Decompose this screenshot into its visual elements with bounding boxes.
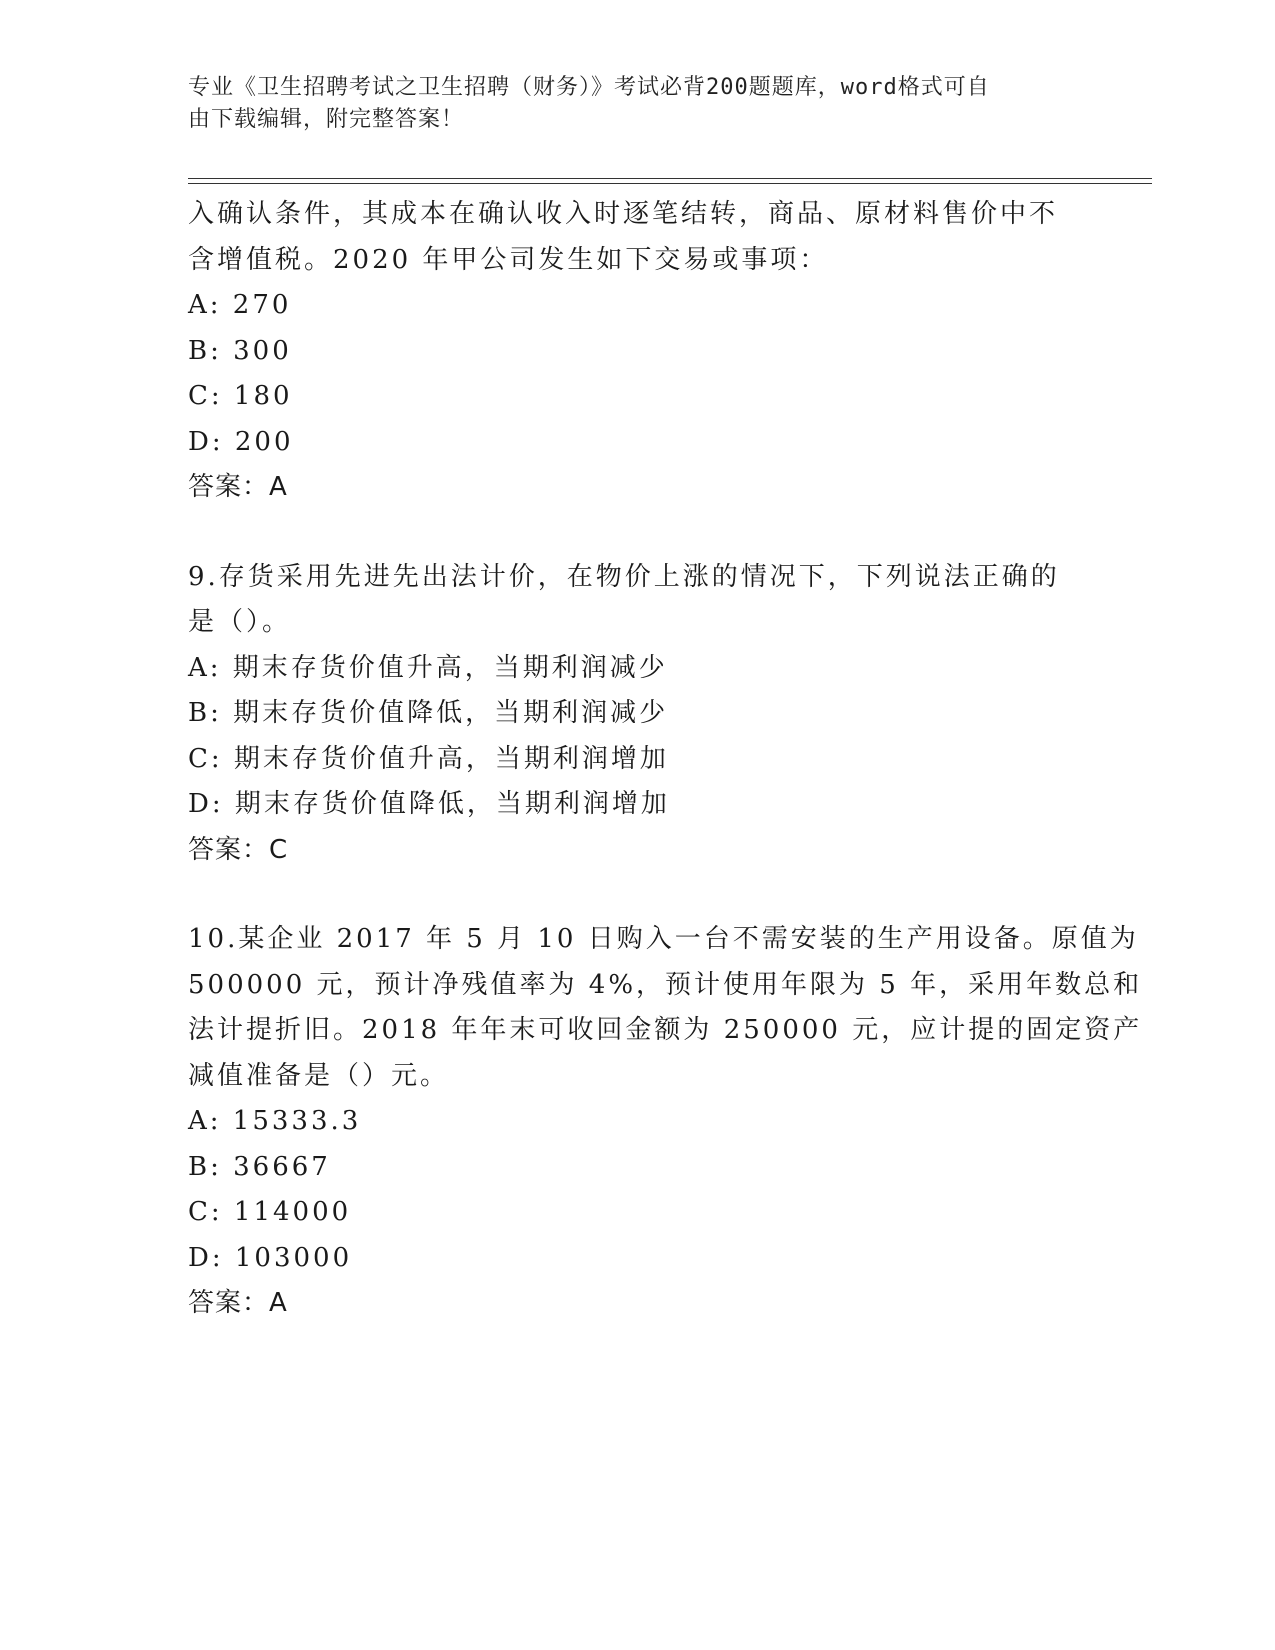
question-8 <box>188 192 1088 511</box>
header-line-1: 专业《卫生招聘考试之卫生招聘（财务）》考试必背200题题库，word格式可自 <box>188 75 990 100</box>
option-c: C: 114000 <box>188 1197 352 1227</box>
option-c: C: 180 <box>188 381 293 411</box>
answer-line: 答案：A <box>188 472 288 502</box>
question-stem-line: 10.某企业 2017 年 5 月 10 日购入一台不需安装的生产用设备。原值为 <box>188 924 1139 954</box>
question-9 <box>188 555 1088 874</box>
option-d: D: 期末存货价值降低，当期利润增加 <box>188 789 670 819</box>
header-divider-thin <box>188 178 1152 179</box>
option-d: D: 200 <box>188 426 294 457</box>
question-stem-line: 含增值税。2020 年甲公司发生如下交易或事项： <box>188 244 829 275</box>
question-stem-line: 入确认条件，其成本在确认收入时逐笔结转，商品、原材料售价中不 <box>188 199 1059 229</box>
option-a: A: 270 <box>188 290 292 320</box>
question-stem-line: 9.存货采用先进先出法计价，在物价上涨的情况下，下列说法正确的 <box>188 561 1060 592</box>
question-stem-line: 减值准备是（）元。 <box>188 1060 450 1091</box>
option-b: B: 期末存货价值降低，当期利润减少 <box>188 698 669 728</box>
option-b: B: 36667 <box>188 1151 331 1182</box>
header-line-2: 由下载编辑，附完整答案！ <box>188 107 465 132</box>
answer-line: 答案：A <box>188 1288 288 1318</box>
question-10 <box>188 917 1143 1327</box>
question-stem-line: 是（）。 <box>188 607 292 637</box>
option-c: C: 期末存货价值升高，当期利润增加 <box>188 743 669 774</box>
question-stem-line: 法计提折旧。2018 年年末可收回金额为 250000 元，应计提的固定资产 <box>188 1015 1143 1045</box>
option-d: D: 103000 <box>188 1242 353 1273</box>
option-a: A: 15333.3 <box>188 1106 362 1136</box>
option-b: B: 300 <box>188 335 292 366</box>
document-body <box>188 192 1143 1327</box>
question-stem-line: 500000 元，预计净残值率为 4%，预计使用年限为 5 年，采用年数总和 <box>188 969 1143 1000</box>
option-a: A: 期末存货价值升高，当期利润减少 <box>188 652 668 683</box>
spacer <box>188 511 1088 555</box>
spacer <box>188 873 1088 917</box>
header-divider-thick <box>188 183 1152 184</box>
answer-line: 答案：C <box>188 834 289 865</box>
document-header <box>188 72 1068 136</box>
